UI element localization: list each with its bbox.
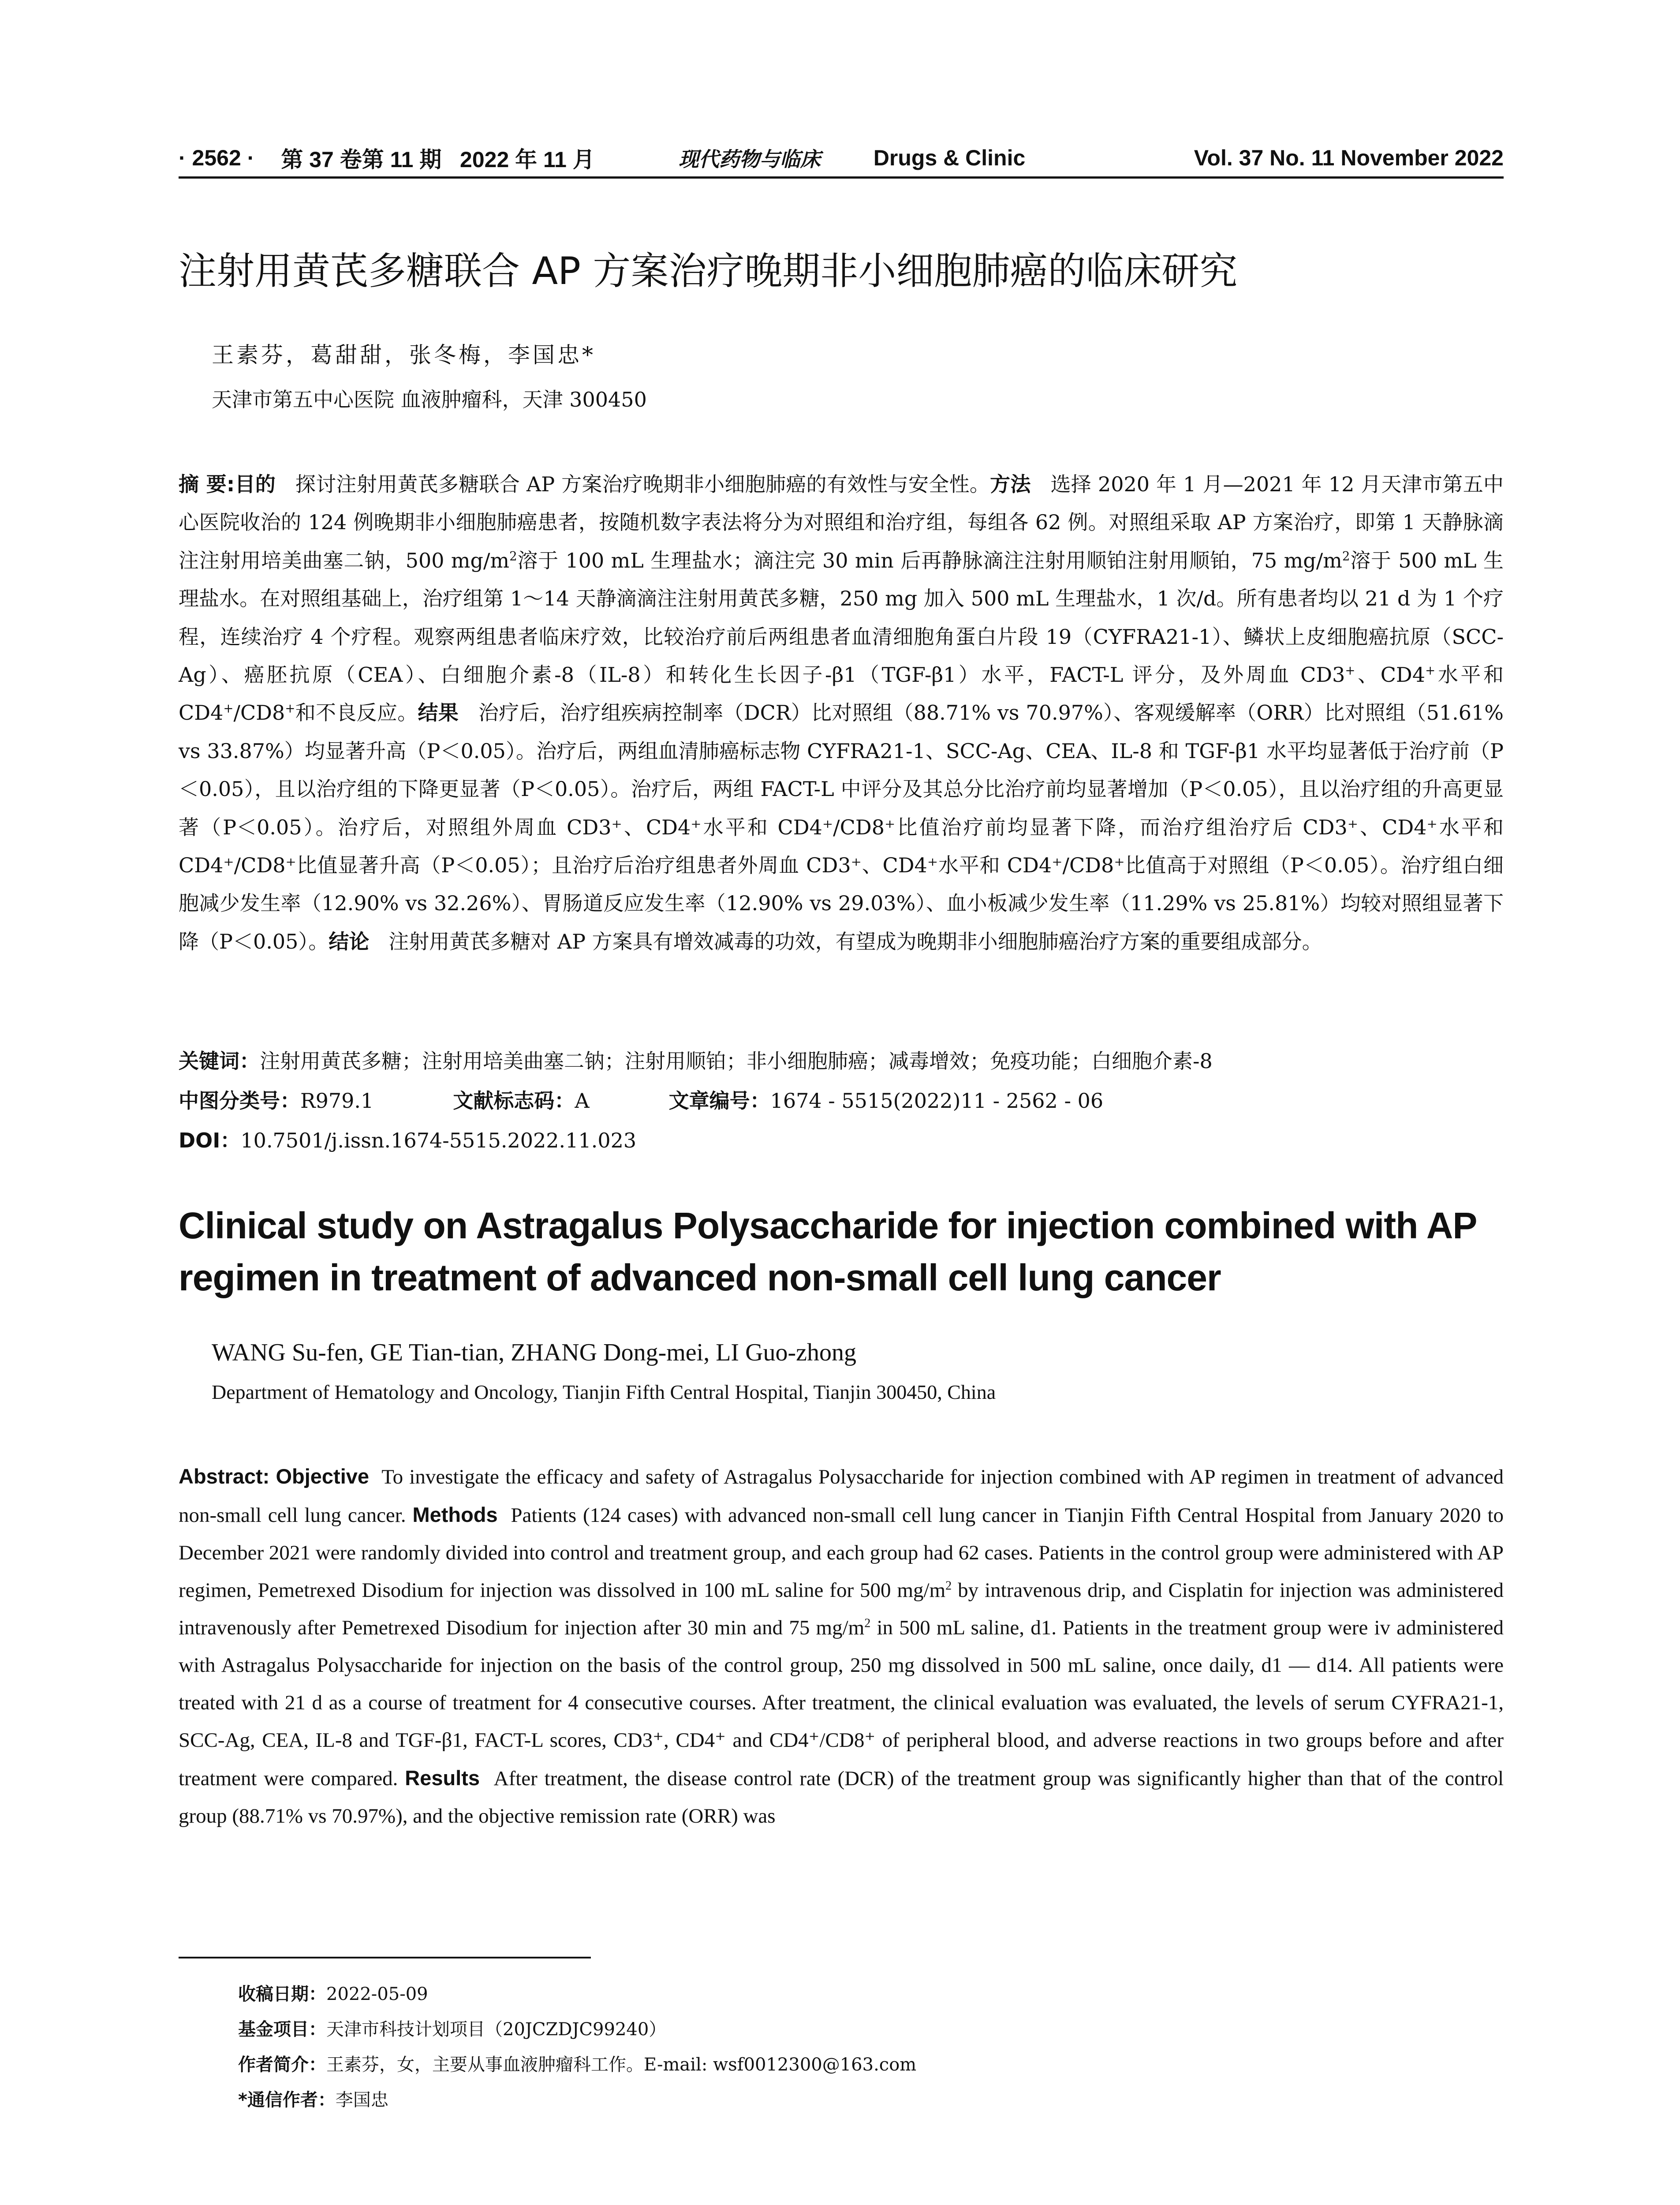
footnote-corresponding <box>238 2086 388 2111</box>
keywords-text: 注射用黄芪多糖；注射用培美曲塞二钠；注射用顺铂；非小细胞肺癌；减毒增效；免疫功能；白细胞介素-8 <box>260 1049 1213 1073</box>
superscript: + <box>1425 663 1436 678</box>
running-header <box>179 140 1504 176</box>
superscript: 2 <box>509 549 517 564</box>
bio-value: 王素芬，女，主要从事血液肿瘤科工作。E-mail: wsf0012300@163.com <box>326 2055 917 2075</box>
page-number: · 2562 · <box>179 146 255 170</box>
superscript: + <box>285 701 295 716</box>
affiliation-cn: 天津市第五中心医院 血液肿瘤科，天津 300450 <box>212 388 647 411</box>
methods-text-cn-3: 溶于 500 mL 生理盐水。在对照组基础上，治疗组第 1～14 天静滴滴注注射用黄芪多糖，250 mg 加入 500 mL 生理盐水，1 次/d。所有患者均以 21 d 为 1 个疗程，连续治疗 4 个疗程。观察两组患者临床疗效，比较治疗前后两组患者血清细胞角蛋白片段 19（CYFRA21-1）、鳞状上皮细胞癌抗原（SCC-Ag）、癌胚抗原（CEA）、白细胞介素-8（IL-8）和转化生长因子-β1（TGF-β1）水平，FACT-L 评分，及外周血 CD3 <box>179 548 1504 687</box>
footnote-author-bio <box>238 2051 916 2076</box>
objective-text-en: To investigate the efficacy and safety of Astragalus Polysaccharide for injection combined with AP regimen in treatment of advanced non-small cell lung cancer. <box>179 1465 1504 1527</box>
journal-name-cn: 现代药物与临床 <box>678 147 821 171</box>
bio-label: 作者简介： <box>238 2055 326 2075</box>
received-value: 2022-05-09 <box>326 1984 428 2004</box>
methods-text-cn-2: 溶于 100 mL 生理盐水；滴注完 30 min 后再静脉滴注注射用顺铂注射用顺铂，75 mg/m <box>517 548 1342 572</box>
fund-label: 基金项目： <box>238 2019 326 2040</box>
methods-text-en-1: Patients (124 cases) with advanced non-small cell lung cancer in Tianjin Fifth Central Hospital from January 2020 to December 2021 were randomly divided into control and treatment group, and each group had 62 cases. Patients in the control group were administered with AP regimen, Pemetrexed Disodium for injection was dissolved in 100 mL saline for 500 mg/m <box>179 1504 1504 1602</box>
abstract-label-cn: 摘 要: <box>179 472 235 496</box>
journal-name-en: Drugs & Clinic <box>873 146 1026 170</box>
footnote-received <box>238 1980 428 2005</box>
superscript: 2 <box>1342 549 1350 564</box>
abstract-en <box>179 1458 1504 1835</box>
abstract-label-en: Abstract: <box>179 1465 270 1488</box>
superscript: + <box>223 701 234 716</box>
objective-label-en: Objective <box>276 1465 370 1488</box>
footnote-rule <box>179 1957 591 1958</box>
conclusion-label-cn: 结论 <box>329 929 370 953</box>
classification-line <box>179 1085 1103 1114</box>
methods-text-cn-1: 选择 2020 年 1 月—2021 年 12 月天津市第五中心医院收治的 124 例晚期非小细胞肺癌患者，按随机数字表法将分为对照组和治疗组，每组各 62 例。对照组采取 AP 方案治疗，即第 1 天静脉滴注注射用培美曲塞二钠，500 mg/m <box>179 472 1504 572</box>
corresponding-label: *通信作者： <box>238 2090 336 2110</box>
objective-label-cn: 目的 <box>235 472 276 496</box>
keywords-label: 关键词： <box>179 1049 260 1073</box>
objective-text-cn: 探讨注射用黄芪多糖联合 AP 方案治疗晚期非小细胞肺癌的有效性与安全性。 <box>295 472 990 496</box>
article-number-value: 1674 - 5515(2022)11 - 2562 - 06 <box>770 1089 1104 1113</box>
methods-text-cn-4: 、CD4 <box>1355 663 1426 687</box>
issue-info-cn: 第 37 卷第 11 期 2022 年 11 月 <box>281 147 595 172</box>
results-text-en: After treatment, the disease control rate (DCR) of the treatment group was significantly higher than that of the control group (88.71% vs 70.97%), and the objective remission rate (ORR) was <box>179 1767 1504 1828</box>
clc-value: R979.1 <box>300 1089 374 1113</box>
corresponding-value: 李国忠 <box>335 2090 388 2110</box>
methods-label-cn: 方法 <box>990 472 1031 496</box>
methods-text-cn-6: /CD8 <box>233 701 285 725</box>
results-label-en: Results <box>405 1766 480 1790</box>
authors-cn: 王素芬，葛甜甜，张冬梅，李国忠* <box>212 342 596 368</box>
footnote-fund <box>238 2015 666 2041</box>
doi-value[interactable]: 10.7501/j.issn.1674-5515.2022.11.023 <box>240 1129 637 1152</box>
article-number-label: 文章编号： <box>668 1089 770 1113</box>
clc-label: 中图分类号： <box>179 1089 300 1113</box>
abstract-cn <box>179 465 1504 960</box>
superscript: 2 <box>945 1579 952 1593</box>
superscript: 2 <box>864 1616 871 1630</box>
results-label-cn: 结果 <box>418 701 459 725</box>
results-text-cn: 治疗后，治疗组疾病控制率（DCR）比对照组（88.71% vs 70.97%）、客观缓解率（ORR）比对照组（51.61% vs 33.87%）均显著升高（P＜0.05）。治疗后，两组血清肺癌标志物 CYFRA21-1、SCC-Ag、CEA、IL-8 和 TGF-β1 水平均显著低于治疗前（P＜0.05），且以治疗组的下降更显著（P＜0.05）。治疗后，两组 FACT-L 中评分及其总分比治疗前均显著增加（P＜0.05），且以治疗组的升高更显著（P＜0.05）。治疗后，对照组外周血 CD3⁺、CD4⁺水平和 CD4⁺/CD8⁺比值治疗前均显著下降，而治疗组治疗后 CD3⁺、CD4⁺水平和 CD4⁺/CD8⁺比值显著升高（P＜0.05）；且治疗后治疗组患者外周血 CD3⁺、CD4⁺水平和 CD4⁺/CD8⁺比值高于对照组（P＜0.05）。治疗组白细胞减少发生率（12.90% vs 32.26%）、胃肠道反应发生率（12.90% vs 29.03%）、血小板减少发生率（11.29% vs 25.81%）均较对照组显著下降（P＜0.05）。 <box>179 701 1504 953</box>
conclusion-text-cn: 注射用黄芪多糖对 AP 方案具有增效减毒的功效，有望成为晚期非小细胞肺癌治疗方案的重要组成部分。 <box>388 929 1322 953</box>
superscript: + <box>1345 663 1355 678</box>
article-title-cn: 注射用黄芪多糖联合 AP 方案治疗晚期非小细胞肺癌的临床研究 <box>179 249 1238 293</box>
received-label: 收稿日期： <box>238 1984 326 2004</box>
article-title-en: Clinical study on Astragalus Polysaccharide for injection combined with AP regimen in treatment of advanced non-small cell lung cancer <box>179 1205 1476 1298</box>
doc-code-value: A <box>575 1089 590 1113</box>
issue-info-en: Vol. 37 No. 11 November 2022 <box>1194 146 1504 170</box>
methods-label-en: Methods <box>412 1503 498 1526</box>
doi-label: DOI： <box>179 1129 241 1152</box>
doc-code-label: 文献标志码： <box>453 1089 575 1113</box>
methods-text-en-2: by intravenous drip, and Cisplatin for injection was administered intravenously after Pemetrexed Disodium for injection after 30 min and 75 mg/m <box>179 1579 1504 1639</box>
header-rule <box>179 176 1504 179</box>
affiliation-en: Department of Hematology and Oncology, Tianjin Fifth Central Hospital, Tianjin 300450, China <box>212 1381 996 1403</box>
fund-value: 天津市科技计划项目（20JCZDJC99240） <box>326 2019 667 2040</box>
authors-en: WANG Su-fen, GE Tian-tian, ZHANG Dong-mei, LI Guo-zhong <box>212 1339 857 1366</box>
doi-line <box>179 1125 636 1154</box>
methods-text-en-3: in 500 mL saline, d1. Patients in the treatment group were iv administered with Astragalus Polysaccharide for injection on the basis of the control group, 250 mg dissolved in 500 mL saline, once daily, d1 — d14. All patients were treated with 21 d as a course of treatment for 4 consecutive courses. After treatment, the clinical evaluation was evaluated, the levels of serum CYFRA21-1, SCC-Ag, CEA, IL-8 and TGF-β1, FACT-L scores, CD3⁺, CD4⁺ and CD4⁺/CD8⁺ of peripheral blood, and adverse reactions in two groups before and after treatment were compared. <box>179 1616 1504 1790</box>
methods-text-cn-5: 水平和 CD4 <box>179 663 1504 725</box>
keywords-cn <box>179 1045 1213 1074</box>
methods-text-cn-7: 和不良反应。 <box>295 701 418 725</box>
